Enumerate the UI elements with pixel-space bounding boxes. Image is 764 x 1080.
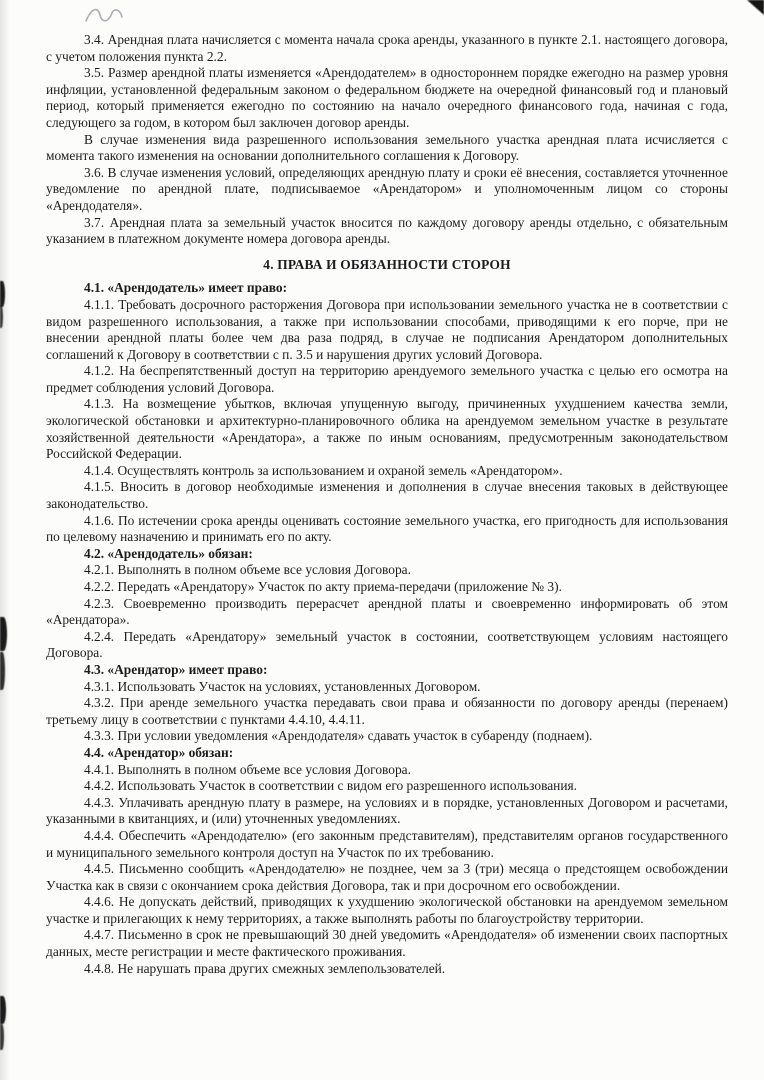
- paragraph-11: 4.1.4. Осуществлять контроль за использованием и охраной земель «Арендатором».: [84, 462, 563, 478]
- clause-subheading-14: 4.2. «Арендодатель» обязан:: [84, 545, 253, 561]
- binding-smudge-1: [0, 281, 5, 307]
- paragraph-15: 4.2.1. Выполнять в полном объеме все условия Договора.: [84, 562, 411, 578]
- document-body: [46, 32, 728, 977]
- paragraph-26: 4.4.3. Уплачивать арендную плату в размере, на условиях и в порядке, установленных Договором и расчетами, указанными в квитанциях, и (или) уточненных уведомлениях.: [46, 794, 728, 827]
- binding-smudge-2: [0, 617, 7, 651]
- binding-smudge-1b: [0, 306, 3, 328]
- paragraph-24: 4.4.1. Выполнять в полном объеме все условия Договора.: [84, 761, 411, 777]
- paragraph-27: 4.4.4. Обеспечить «Арендодателю» (его законным представителям), представителям органов государственного и муниципального земельного контроля доступ на Участок по их требованию.: [46, 827, 728, 860]
- paragraph-1: 3.4. Арендная плата начисляется с момента начала срока аренды, указанного в пункте 2.1. настоящего договора, с учетом положения пункта 2.2.: [46, 32, 728, 64]
- paragraph-16: 4.2.2. Передать «Арендатору» Участок по акту приема-передачи (приложение № 3).: [84, 579, 562, 594]
- paragraph-22: 4.3.3. При условии уведомления «Арендодателя» сдавать участок в субаренду (поднаем).: [84, 728, 593, 744]
- paragraph-21: 4.3.2. При аренде земельного участка передавать свои права и обязанности по договору аренды (перенаем) третьему лицу в соответствии с пунктами 4.4.10, 4.4.11.: [46, 695, 728, 727]
- paragraph-18: 4.2.4. Передать «Арендатору» земельный участок в состоянии, соответствующем условиям настоящего Договора.: [46, 628, 728, 661]
- binding-smudge-3b: [0, 1024, 4, 1050]
- paragraph-31: 4.4.8. Не нарушать права других смежных землепользователей.: [84, 960, 446, 976]
- page-edge-shadow: [0, 0, 10, 1080]
- binding-smudge-3: [0, 996, 6, 1024]
- paragraph-2: 3.5. Размер арендной платы изменяется «Арендодателем» в одностороннем порядке ежегодно на размер уровня инфляции, установленной федеральным законом о федеральном бюджете на очередной финансовый год и плановый период, который применяется ежегодно по состоянию на начало очередного финансового года, начиная с года, следующего за годом, в котором был заключен договор аренды.: [46, 65, 728, 130]
- paragraph-8: 4.1.1. Требовать досрочного расторжения Договора при использовании земельного участка не в соответствии с видом разрешенного использования, а также при использовании способами, приводящими к его порче, при не внесении арендной платы более чем два раза подряд, в случае не подписания Арендатором дополнительных соглашений к Договору в соответствии с п. 3.5 и нарушения других условий Договора.: [46, 296, 728, 362]
- corner-scan-mark: [747, 0, 764, 15]
- binding-smudge-2b: [0, 652, 5, 690]
- section-heading: 4. ПРАВА И ОБЯЗАННОСТИ СТОРОН: [263, 256, 511, 272]
- paragraph-17: 4.2.3. Своевременно производить перерасчет арендной платы и своевременно информировать об этом «Арендатора».: [46, 595, 728, 628]
- paragraph-29: 4.4.6. Не допускать действий, приводящих к ухудшению экологической обстановки на арендуемом земельном участке и прилегающих к нему территориях, а также выполнять работы по благоустройству территории.: [46, 894, 728, 926]
- paragraph-20: 4.3.1. Использовать Участок на условиях, установленных Договором.: [84, 678, 481, 694]
- paragraph-4: 3.6. В случае изменения условий, определяющих арендную плату и сроки её внесения, составляется уточненное уведомление по арендной плате, подписываемое «Арендатором» и уполномоченным лицом со стороны «Арендодателя».: [46, 164, 728, 213]
- paragraph-10: 4.1.3. На возмещение убытков, включая упущенную выгоду, причиненных ухудшением качества земли, экологической обстановки и архитектурно-планировочного облика на арендуемом земельном участке в результате хозяйственной деятельности «Арендатора», а также по иным основаниям, предусмотренным законодательством Российской Федерации.: [46, 396, 728, 462]
- paragraph-3: В случае изменения вида разрешенного использования земельного участка арендная плата исчисляется с момента такого изменения на основании дополнительного соглашения к Договору.: [46, 131, 728, 164]
- paragraph-30: 4.4.7. Письменно в срок не превышающий 30 дней уведомить «Арендодателя» об изменении своих паспортных данных, месте регистрации и месте фактического проживания.: [46, 927, 728, 960]
- clause-subheading-7: 4.1. «Арендодатель» имеет право:: [84, 280, 288, 296]
- paragraph-9: 4.1.2. На беспрепятственный доступ на территорию арендуемого земельного участка с целью его осмотра на предмет соблюдения условий Договора.: [46, 363, 728, 395]
- paragraph-12: 4.1.5. Вносить в договор необходимые изменения и дополнения в случае внесения таковых в действующее законодательство.: [46, 479, 728, 512]
- paragraph-13: 4.1.6. По истечении срока аренды оценивать состояние земельного участка, его пригодность для использования по целевому назначению и принимать его по акту.: [46, 512, 728, 545]
- clause-subheading-19: 4.3. «Арендатор» имеет право:: [84, 661, 268, 677]
- handwritten-pen-mark: [82, 3, 126, 29]
- clause-subheading-23: 4.4. «Арендатор» обязан:: [84, 744, 234, 760]
- paragraph-5: 3.7. Арендная плата за земельный участок вносится по каждому договору аренды отдельно, с обязательным указанием в платежном документе номера договора аренды.: [46, 214, 728, 247]
- paragraph-28: 4.4.5. Письменно сообщить «Арендодателю» не позднее, чем за 3 (три) месяца о предстоящем освобождении Участка как в связи с окончанием срока действия Договора, так и при досрочном его освобождении.: [46, 861, 728, 893]
- paragraph-25: 4.4.2. Использовать Участок в соответствии с видом его разрешенного использования.: [84, 778, 577, 794]
